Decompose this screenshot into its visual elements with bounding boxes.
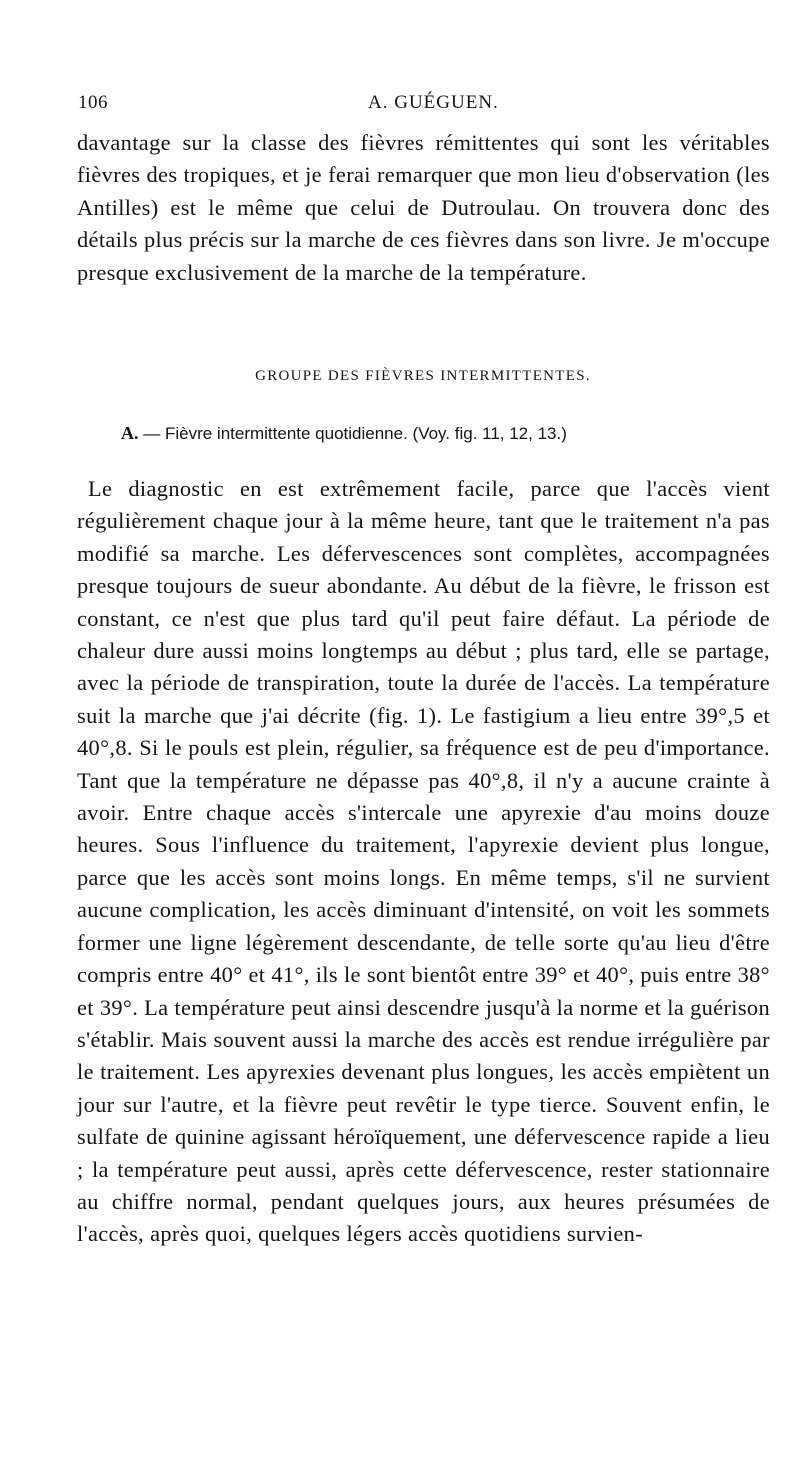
intro-paragraph: davantage sur la classe des fièvres rémittentes qui sont les véritables fièvres des tropiques, et je ferai remarquer que mon lieu d'observation (les Antilles) est le même que celui de Dutroulau. On trouvera donc des détails plus précis sur la marche de ces fièvres dans son livre. Je m'occupe presque exclusivement de la marche de la température.	[77, 130, 770, 285]
subsection-letter: A.	[121, 423, 139, 443]
subsection-title: — Fièvre intermittente quotidienne. (Voy. fig. 11, 12, 13.)	[143, 424, 567, 443]
main-paragraph	[77, 473, 770, 1251]
subsection-heading	[121, 421, 781, 446]
page-number: 106	[78, 92, 108, 113]
running-head	[78, 92, 768, 122]
main-paragraph-text: Le diagnostic en est extrêmement facile, parce que l'accès vient régulièrement chaque jour à la même heure, tant que le traitement n'a pas modifié sa marche. Les défervescences sont complètes, accompagnées presque toujours de sueur abondante. Au début de la fièvre, le frisson est constant, ce n'est que plus tard qu'il peut faire défaut. La période de chaleur dure aussi moins longtemps au début ; plus tard, elle se partage, avec la période de transpiration, toute la durée de l'accès. La température suit la marche que j'ai décrite (fig. 1). Le fastigium a lieu entre 39°,5 et 40°,8. Si le pouls est plein, régulier, sa fréquence est de peu d'importance. Tant que la température ne dépasse pas 40°,8, il n'y a aucune crainte à avoir. Entre chaque accès s'intercale une apyrexie d'au moins douze heures. Sous l'influence du traitement, l'apyrexie devient plus longue, parce que les accès sont moins longs. En même temps, s'il ne survient aucune complication, les accès diminuant d'intensité, on voit les sommets former une ligne légèrement descendante, de telle sorte qu'au lieu d'être compris entre 40° et 41°, ils le sont bientôt entre 39° et 40°, puis entre 38° et 39°. La température peut ainsi descendre jusqu'à la norme et la guérison s'établir. Mais souvent aussi la marche des accès est rendue irrégulière par le traitement. Les apyrexies devenant plus longues, les accès empiètent un jour sur l'autre, et la fièvre peut revêtir le type tierce. Souvent enfin, le sulfate de quinine agissant héroïquement, une défervescence rapide a lieu ; la température peut aussi, après cette défervescence, rester stationnaire au chiffre normal, pendant quelques jours, aux heures présumées de l'accès, après quoi, quelques légers accès quotidiens survien-	[77, 476, 770, 1247]
running-head-author: A. GUÉGUEN.	[368, 92, 499, 113]
section-heading: GROUPE DES FIÈVRES INTERMITTENTES.	[255, 368, 591, 384]
